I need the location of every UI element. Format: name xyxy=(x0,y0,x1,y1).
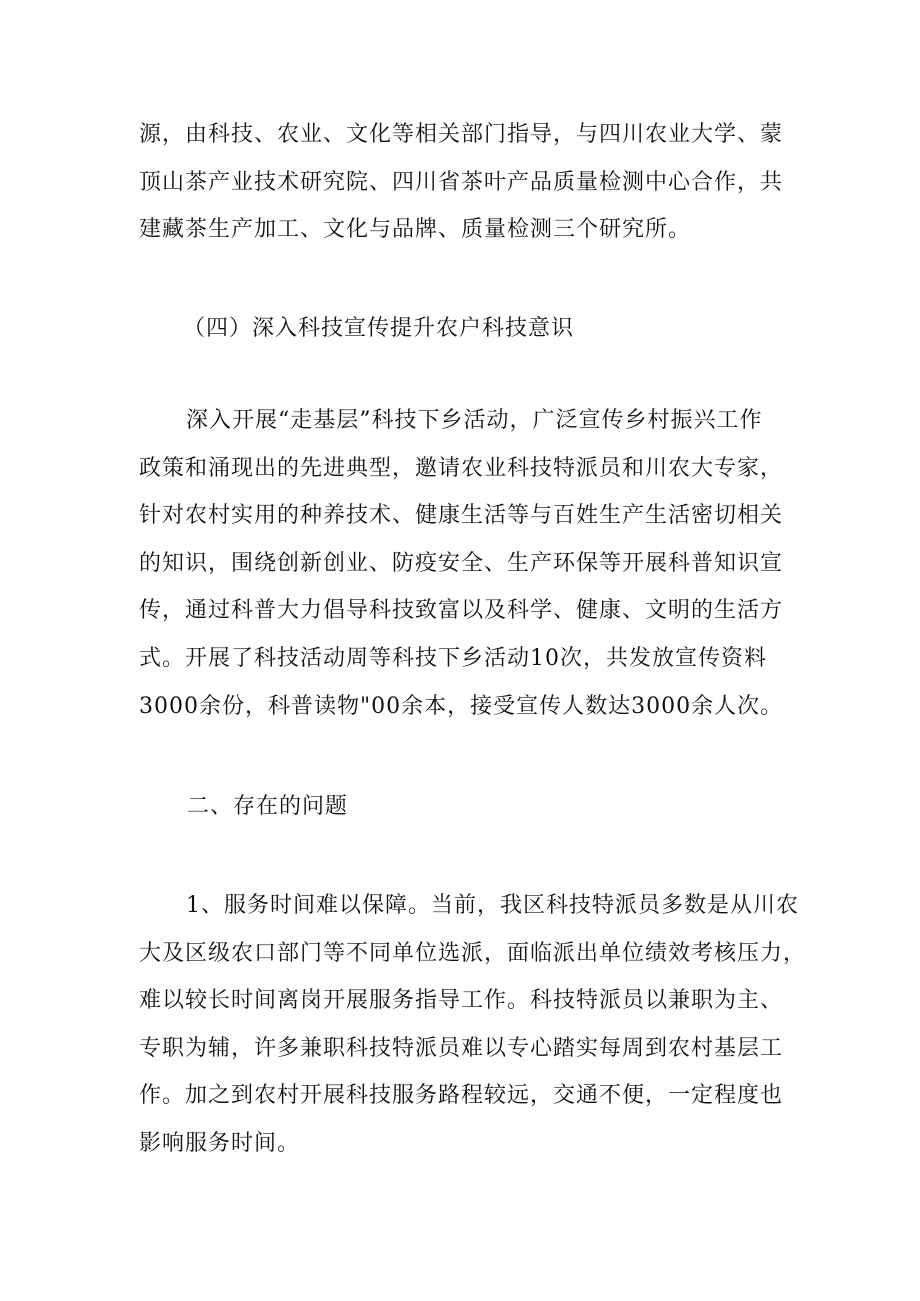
text-line: 难以较长时间离岗开展服务指导工作。科技特派员以兼职为主、 xyxy=(139,988,784,1014)
text-line: 作。加之到农村开展科技服务路程较远，交通不便，一定程度也 xyxy=(139,1083,784,1109)
text-line: 的知识，围绕创新创业、防疫安全、生产环保等开展科普知识宣 xyxy=(139,550,784,576)
text-line: 顶山茶产业技术研究院、四川省茶叶产品质量检测中心合作，共 xyxy=(139,169,784,195)
paragraph-tech-promotion xyxy=(139,397,804,730)
text-line: 建藏茶生产加工、文化与品牌、质量检测三个研究所。 xyxy=(139,217,692,243)
text-line: 针对农村实用的种养技术、健康生活等与百姓生产生活密切相关 xyxy=(139,503,784,529)
text-line: 式。开展了科技活动周等科技下乡活动10次，共发放宣传资料 xyxy=(139,645,767,671)
paragraph-research-institutes xyxy=(139,111,804,254)
section-heading-problems: 二、存在的问题 xyxy=(187,794,349,819)
section-heading-4: （四）深入科技宣传提升农户科技意识 xyxy=(183,316,575,341)
text-line: 专职为辅，许多兼职科技特派员难以专心踏实每周到农村基层工 xyxy=(139,1035,784,1061)
paragraph-service-time xyxy=(139,882,807,1168)
text-line: 3000余份，科普读物"00余本，接受宣传人数达3000余人次。 xyxy=(139,693,784,719)
text-line: 影响服务时间。 xyxy=(139,1130,301,1156)
text-line: 大及区级农口部门等不同单位选派，面临派出单位绩效考核压力， xyxy=(139,940,807,966)
text-line: 1、服务时间难以保障。当前，我区科技特派员多数是从川农 xyxy=(186,893,799,918)
text-line: 传，通过科普大力倡导科技致富以及科学、健康、文明的生活方 xyxy=(139,598,784,624)
text-line: 源，由科技、农业、文化等相关部门指导，与四川农业大学、蒙 xyxy=(139,122,784,147)
text-line: 政策和涌现出的先进典型，邀请农业科技特派员和川农大专家， xyxy=(139,455,784,481)
text-line: 深入开展“走基层”科技下乡活动，广泛宣传乡村振兴工作 xyxy=(186,408,763,433)
